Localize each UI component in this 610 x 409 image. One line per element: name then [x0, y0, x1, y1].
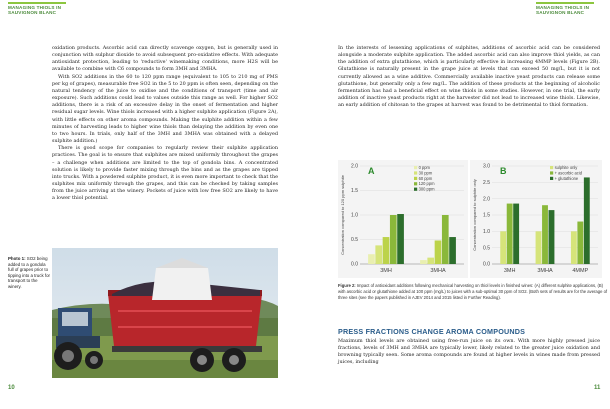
figure-caption-text: Impact of antioxidant additions following mechanical harvesting on thiol levels in finished wines: (A) different sulphite applications, (B) with ascorbic acid or glutathione added at 100 ppm (mg/L) to juices with a sub-optimal 30 ppm of SO2. (Both sets of results are for the average of three sites (see the papers published in AJEV 2014 and 2015 listed in Further Reading). [338, 283, 608, 300]
figure-2b-chart [470, 160, 602, 278]
legend-label: + glutathione [554, 175, 579, 181]
legend-label: 30 ppm [418, 170, 433, 176]
legend-swatch [414, 171, 417, 174]
legend-swatch [550, 171, 553, 174]
chart-b-svg [470, 160, 602, 278]
bar [420, 260, 427, 264]
bar [449, 237, 456, 264]
y-tick-label: 1.5 [483, 212, 490, 219]
bar [427, 258, 434, 264]
paragraph: In the interests of lessening applications of sulphites, additions of ascorbic acid can be considered alongside a moderate sulphite application. The added ascorbic acid can also improve thiol yields, as can the addition of extra glutathione, which is particularly effective in increasing 4MMP levels (Figure 2B). Glutathione is naturally present in the grape juice at levels that can exceed 50 mg/L, but it is not currently allowed as a wine additive. Commercially available inactive yeast products can release some glutathione, but generally only a few mg/L. The addition of these products at the beginning of alcoholic fermentation has had a beneficial effect on wine thiols in some studies. However, in one trial, the early addition of inactive yeast products right at the harvester did not lead to increased wine thiols. Likewise, an early addition of chitosan to the grapes at harvest was found to be detrimental to thiol formation. [338, 45, 600, 109]
legend-swatch [414, 166, 417, 169]
paragraph: Maximum thiol levels are obtained using free-run juice on its own. With more highly pressed juice fractions, levels of 3MH and 3MHA are typically lower, likely related to the greater juice oxidation and browning typically seen. Some aroma compounds are found at higher levels in wines made from pressed juices, including [338, 338, 600, 366]
figure-caption-label: Figure 2: [338, 283, 356, 288]
photo-gondola-sulphite [52, 248, 278, 378]
legend-label: + ascorbic acid [554, 170, 583, 176]
bar [542, 205, 548, 264]
bar [507, 204, 513, 264]
chart-a-svg [338, 160, 468, 278]
y-tick-label: 1.0 [351, 212, 358, 219]
header-line-1: MANAGING THIOLS IN [8, 5, 62, 10]
legend-label: sulphite only [554, 165, 578, 170]
bar [584, 177, 590, 264]
panel-label: B [500, 166, 507, 176]
running-header-right [536, 5, 589, 15]
y-tick-label: 3.0 [483, 163, 490, 170]
legend-label: 120 ppm [418, 181, 435, 187]
legend-swatch [550, 166, 553, 169]
paragraph: There is good scope for companies to regularly review their sulphite application practices. The goal is to ensure that sulphites are mixed uniformly throughout the grapes – a challenge when additions are limited to the top of gondola bins. A concentrated solution is likely to provide faster mixing through the bins and as the grapes are tipped into trucks. With a powdered sulphite product, it is even more important to check that the sulphites mix uniformly through the grapes, and this can be checked by taking samples from the juice arriving at the winery. Pockets of juice with low free SO2 are likely to have a lower thiol potential. [52, 145, 278, 202]
bar [536, 231, 542, 264]
y-tick-label: 2.0 [351, 163, 358, 170]
bar [435, 240, 442, 264]
legend-swatch [414, 182, 417, 185]
legend-swatch [414, 177, 417, 180]
bar [513, 204, 519, 264]
bar [442, 215, 449, 264]
bar [549, 210, 555, 264]
x-tick-label: 3MHA [430, 268, 446, 274]
panel-label: A [368, 166, 375, 176]
paragraph: oxidation products. Ascorbic acid can directly scavenge oxygen, but is generally used in conjunction with sulphur dioxide to avoid subsequent pro-oxidative effects. With adequate antioxidant protection, leading to 'reductive' winemaking conditions, more H2S will be available to combine with C6 compounds to form 3MH and 3MHA. [52, 45, 278, 73]
paragraph: With SO2 additions in the 60 to 120 ppm range (equivalent to 105 to 210 mg of PMS per kg of grapes), measurable free SO2 in the 5 to 20 ppm is often seen, depending on the natural tendency of the juice to oxidise and the conditions of transport (time and air exposure). Such additions could lead to values outside this range as well. For higher SO2 additions, there is a risk of an excessive delay in the onset of fermentation and higher residual sugar levels. Wine thiols increased with a higher sulphite application (Figure 2A), with little effects on other aroma compounds. Making the sulphite addition within a few minutes of harvesting leads to higher wine thiols than delaying the addition by even one to two hours. In trials, only half of the 3MH and 3MHA was obtained with a delayed sulphite addition.) [52, 73, 278, 145]
x-tick-label: 3MHA [537, 268, 553, 274]
x-tick-label: 3MH [380, 268, 392, 274]
y-tick-label: 1.0 [483, 228, 490, 235]
page-number-left: 10 [8, 385, 15, 391]
bar [397, 214, 404, 264]
y-tick-label: 0.5 [351, 237, 358, 244]
header-bar-right [536, 2, 594, 4]
bar [577, 222, 583, 264]
left-body-text [52, 45, 278, 202]
bar [500, 231, 506, 264]
bar [368, 254, 375, 264]
header-line-1: MANAGING THIOLS IN [536, 5, 590, 10]
y-tick-label: 0.0 [483, 261, 490, 268]
header-line-2: SAUVIGNON BLANC [536, 10, 585, 16]
bar [375, 245, 382, 264]
figure-caption [338, 283, 608, 301]
bar [390, 215, 397, 264]
right-body-text [338, 45, 600, 109]
photo-caption-text: SO2 being added to a gondola full of grapes prior to tipping into a truck for transport to the winery. [8, 256, 50, 289]
y-axis-label: Concentration compared to sulphite only [472, 179, 477, 251]
legend-label: 300 ppm [418, 186, 435, 192]
legend-label: 0 ppm [418, 165, 430, 170]
bar [383, 237, 390, 264]
y-tick-label: 2.5 [483, 179, 490, 186]
header-line-2: SAUVIGNON BLANC [8, 10, 57, 16]
x-tick-label: 3MH [503, 268, 516, 274]
right-body-text-bottom [338, 338, 600, 367]
photo-caption [8, 256, 50, 290]
legend-label: 60 ppm [418, 175, 433, 181]
photo-caption-label: Photo 1: [8, 256, 26, 261]
figure-2a-chart [338, 160, 468, 278]
header-bar-left [8, 2, 66, 4]
y-tick-label: 1.5 [351, 188, 358, 195]
y-tick-label: 0.5 [483, 245, 490, 252]
page-number-right: 11 [594, 385, 601, 391]
legend-swatch [414, 188, 417, 191]
y-axis-label: Concentration compared to 120 ppm sulphite [340, 175, 345, 255]
x-tick-label: 4MMP [572, 268, 589, 274]
y-tick-label: 2.0 [483, 196, 490, 203]
section-heading: PRESS FRACTIONS CHANGE AROMA COMPOUNDS [338, 327, 526, 336]
running-header-left [8, 5, 61, 15]
y-tick-label: 0.0 [351, 261, 358, 268]
legend-swatch [550, 177, 553, 180]
bar [571, 231, 577, 264]
